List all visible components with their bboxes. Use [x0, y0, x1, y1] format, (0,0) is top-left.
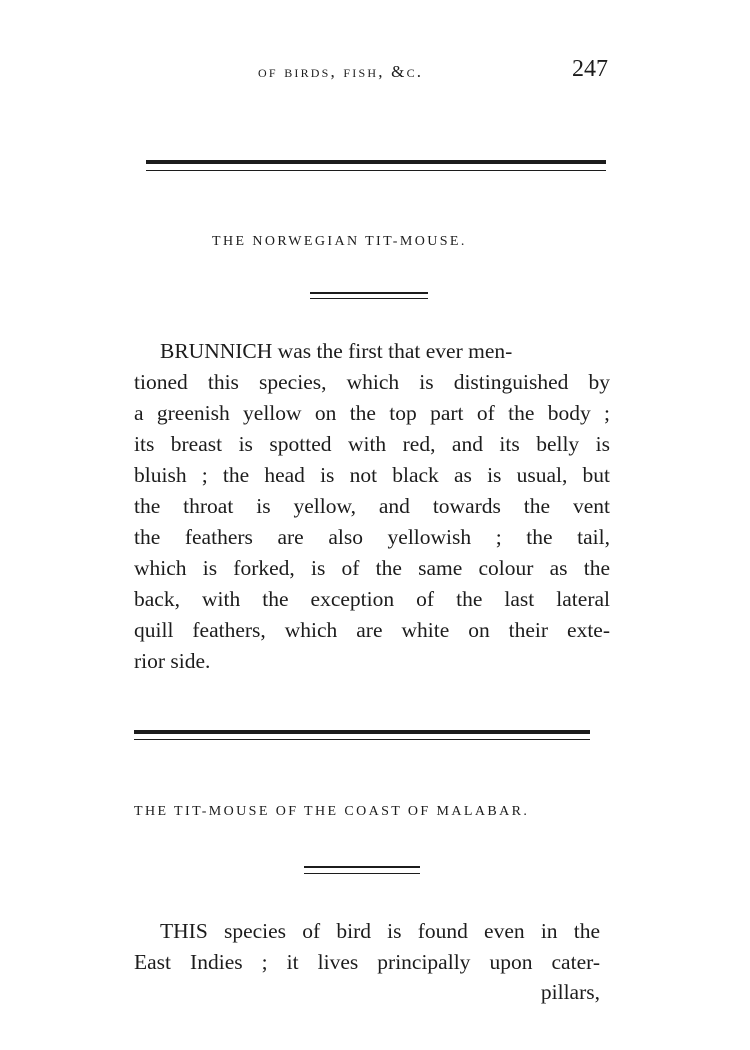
page-number: 247: [572, 56, 608, 82]
section-divider-thick: [134, 730, 590, 734]
text-line: rior side.: [134, 649, 211, 673]
section-2-rule-bottom: [304, 873, 420, 874]
text-line: a greenish yellow on the top part of the body ;: [134, 401, 610, 425]
section-2-rule-top: [304, 866, 420, 868]
running-head: of birds, fish, &c.: [258, 62, 424, 81]
header-rule-thick: [146, 160, 606, 164]
text-line: THIS species of bird is found even in the: [160, 919, 600, 943]
text-line: quill feathers, which are white on their exte-: [134, 618, 610, 642]
text-line: BRUNNICH was the first that ever men-: [160, 339, 513, 363]
text-line: its breast is spotted with red, and its belly is: [134, 432, 610, 456]
text-line: back, with the exception of the last lateral: [134, 587, 610, 611]
text-line: bluish ; the head is not black as is usual, but: [134, 463, 610, 487]
section-divider-thin: [134, 739, 590, 740]
header-rule-thin: [146, 170, 606, 171]
section-1-rule-bottom: [310, 298, 428, 299]
text-line: East Indies ; it lives principally upon cater-: [134, 950, 600, 974]
catchword: pillars,: [540, 980, 600, 1004]
text-line: tioned this species, which is distinguished by: [134, 370, 610, 394]
section-title-norwegian-tit-mouse: THE NORWEGIAN TIT-MOUSE.: [212, 234, 467, 249]
section-1-rule-top: [310, 292, 428, 294]
section-title-malabar-tit-mouse: THE TIT-MOUSE OF THE COAST OF MALABAR.: [134, 804, 530, 819]
text-line: which is forked, is of the same colour as the: [134, 556, 610, 580]
text-line: the throat is yellow, and towards the vent: [134, 494, 610, 518]
text-line: the feathers are also yellowish ; the tail,: [134, 525, 610, 549]
